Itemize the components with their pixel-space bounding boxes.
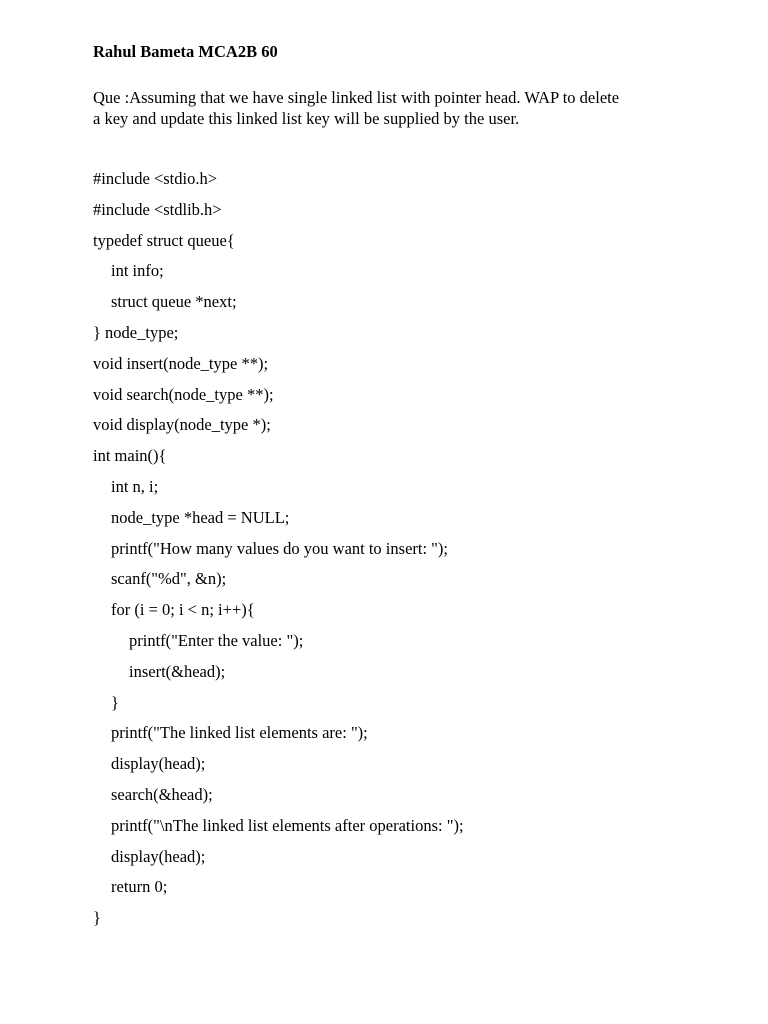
author-heading: Rahul Bameta MCA2B 60 bbox=[93, 42, 278, 61]
code-line: return 0; bbox=[111, 877, 168, 897]
question-text bbox=[93, 87, 683, 129]
question-line: a key and update this linked list key will be supplied by the user. bbox=[93, 109, 520, 128]
code-line: printf("Enter the value: "); bbox=[129, 630, 304, 650]
document-page bbox=[93, 0, 693, 1024]
code-block bbox=[93, 168, 693, 938]
code-line: } bbox=[93, 908, 101, 928]
code-line: void display(node_type *); bbox=[93, 415, 271, 435]
code-line: #include <stdio.h> bbox=[93, 169, 218, 188]
code-line: int main(){ bbox=[93, 446, 167, 466]
code-line: display(head); bbox=[111, 846, 206, 866]
code-line: int info; bbox=[111, 261, 164, 281]
code-line: #include <stdlib.h> bbox=[93, 199, 222, 219]
code-line: } node_type; bbox=[93, 322, 179, 342]
code-line: } bbox=[111, 692, 119, 712]
code-line: struct queue *next; bbox=[111, 292, 237, 312]
code-line: typedef struct queue{ bbox=[93, 230, 235, 250]
code-line: void insert(node_type **); bbox=[93, 353, 269, 373]
question-line: Que :Assuming that we have single linked list with pointer head. WAP to delete bbox=[93, 88, 620, 107]
code-line: printf("The linked list elements are: "); bbox=[111, 723, 368, 743]
code-line: printf("How many values do you want to insert: "); bbox=[111, 538, 448, 558]
code-line: insert(&head); bbox=[129, 661, 226, 681]
code-line: scanf("%d", &n); bbox=[111, 569, 227, 589]
code-line: for (i = 0; i < n; i++){ bbox=[111, 600, 255, 620]
code-line: printf("\nThe linked list elements after operations: "); bbox=[111, 815, 464, 835]
code-line: int n, i; bbox=[111, 476, 159, 496]
code-line: display(head); bbox=[111, 754, 206, 774]
code-line: node_type *head = NULL; bbox=[111, 507, 290, 527]
code-line: void search(node_type **); bbox=[93, 384, 274, 404]
code-line: search(&head); bbox=[111, 784, 213, 804]
